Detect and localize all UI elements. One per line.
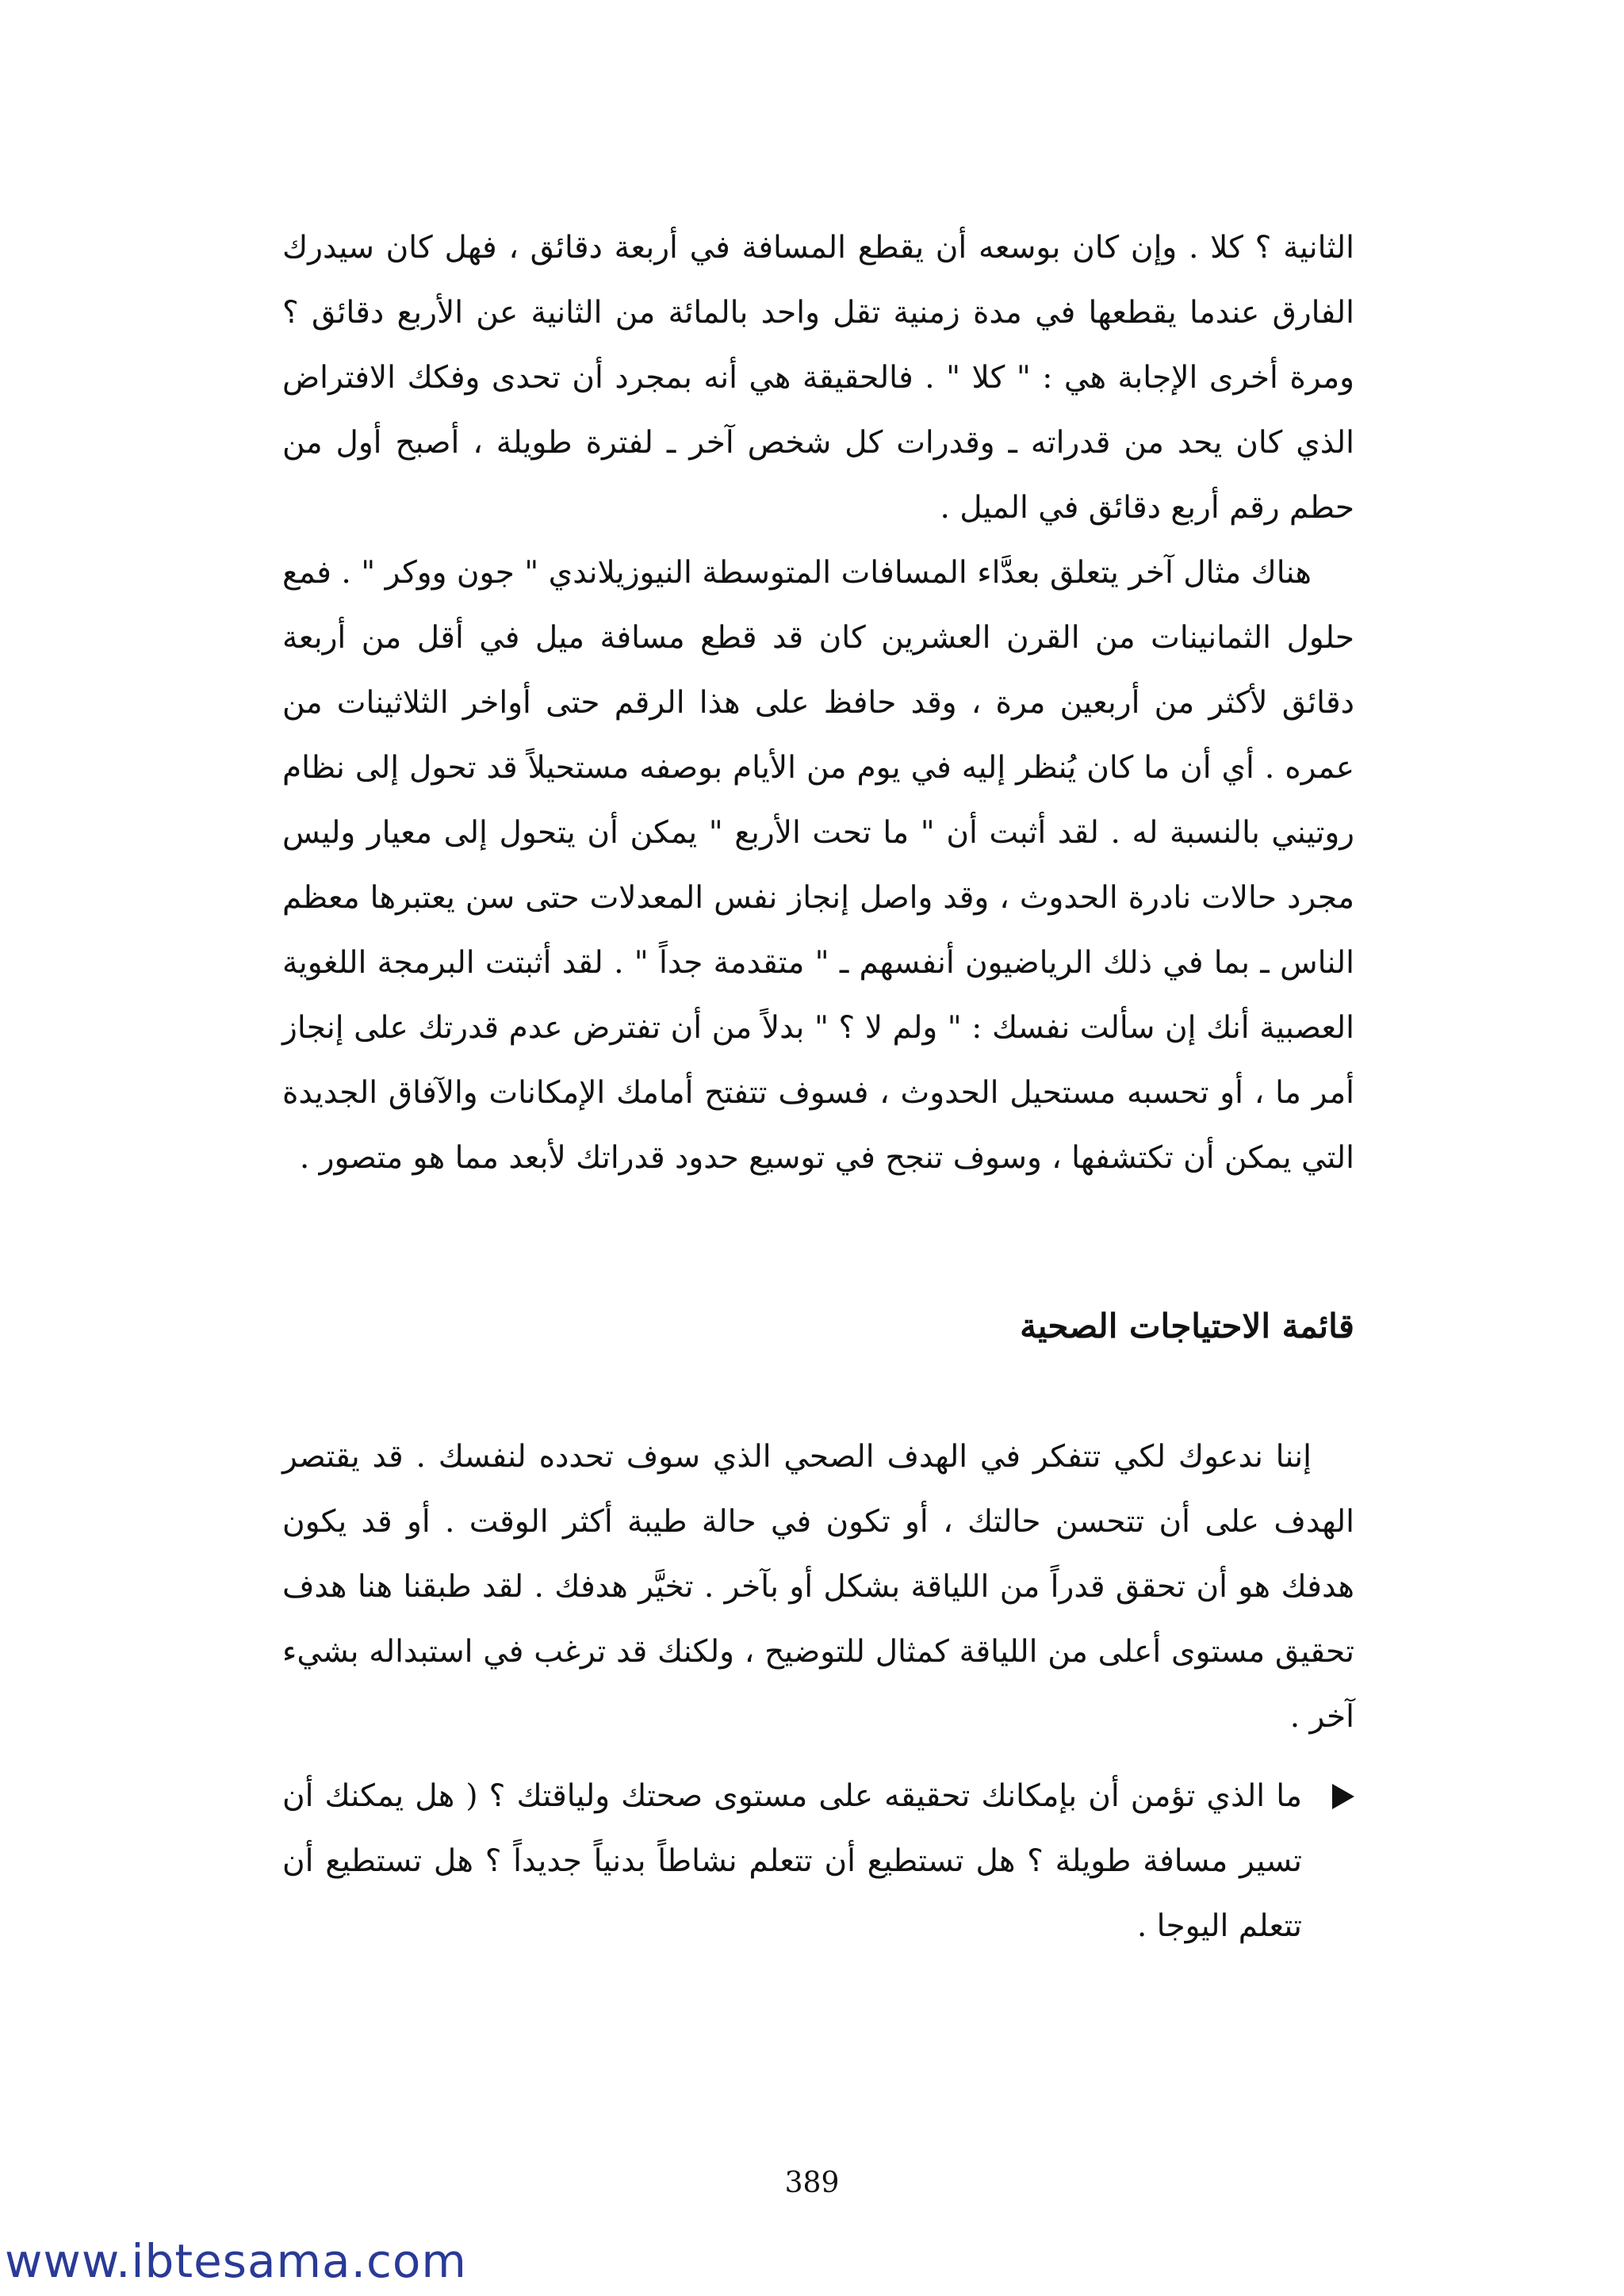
section-heading: قائمة الاحتياجات الصحية <box>1020 1307 1354 1345</box>
paragraph-health-goal: إننا ندعوك لكي تتفكر في الهدف الصحي الذي سوف تحدده لنفسك . قد يقتصر الهدف على أن تتحسن حالتك ، أو تكون في حالة طيبة أكثر الوقت . أو قد يكون هدفك هو أن تحقق قدراً من اللياقة بشكل أو بآخر . تخيَّر هدفك . لقد طبقنا هنا هدف تحقيق مستوى أعلى من اللياقة كمثال للتوضيح ، ولكنك قد ترغب في استبداله بشيء آخر . <box>282 1439 1354 1735</box>
watermark-url: www.ibtesama.com <box>5 2234 467 2288</box>
body-text-section <box>282 1425 1354 1750</box>
paragraph-john-walker: هناك مثال آخر يتعلق بعدَّاء المسافات المتوسطة النيوزيلاندي " جون ووكر " . فمع حلول الثمانينات من القرن العشرين كان قد قطع مسافة ميل في أقل من أربعة دقائق لأكثر من أربعين مرة ، وقد حافظ على هذا الرقم حتى أواخر الثلاثينات من عمره . أي أن ما كان يُنظر إليه في يوم من الأيام بوصفه مستحيلاً قد تحول إلى نظام روتيني بالنسبة له . لقد أثبت أن " ما تحت الأربع " يمكن أن يتحول إلى معيار وليس مجرد حالات نادرة الحدوث ، وقد واصل إنجاز نفس المعدلات حتى سن يعتبرها معظم الناس ـ بما في ذلك الرياضيون أنفسهم ـ " متقدمة جداً " . لقد أثبتت البرمجة اللغوية العصبية أنك إن سألت نفسك : " ولم لا ؟ " بدلاً من أن تفترض عدم قدرتك على إنجاز أمر ما ، أو تحسبه مستحيل الحدوث ، فسوف تتفتح أمامك الإمكانات والآفاق الجديدة التي يمكن أن تكتشفها ، وسوف تنجح في توسيع حدود قدراتك لأبعد مما هو متصور . <box>282 555 1354 1176</box>
body-text-top <box>282 216 1354 1191</box>
triangle-bullet-icon <box>1332 1784 1354 1809</box>
paragraph-continued: الثانية ؟ كلا . وإن كان بوسعه أن يقطع المسافة في أربعة دقائق ، فهل كان سيدرك الفارق عندما يقطعها في مدة زمنية تقل واحد بالمائة من الثانية عن الأربع دقائق ؟ ومرة أخرى الإجابة هي : " كلا " . فالحقيقة هي أنه بمجرد أن تحدى وفكك الافتراض الذي كان يحد من قدراته ـ وقدرات كل شخص آخر ـ لفترة طويلة ، أصبح أول من حطم رقم أربع دقائق في الميل . <box>282 230 1354 526</box>
bullet-list-item <box>282 1764 1354 1959</box>
page-number: 389 <box>784 2167 840 2199</box>
bullet-item-text: ما الذي تؤمن أن بإمكانك تحقيقه على مستوى صحتك ولياقتك ؟ ( هل يمكنك أن تسير مسافة طويلة ؟ هل تستطيع أن تتعلم نشاطاً بدنياً جديداً ؟ هل تستطيع أن تتعلم اليوجا . <box>282 1778 1302 1944</box>
